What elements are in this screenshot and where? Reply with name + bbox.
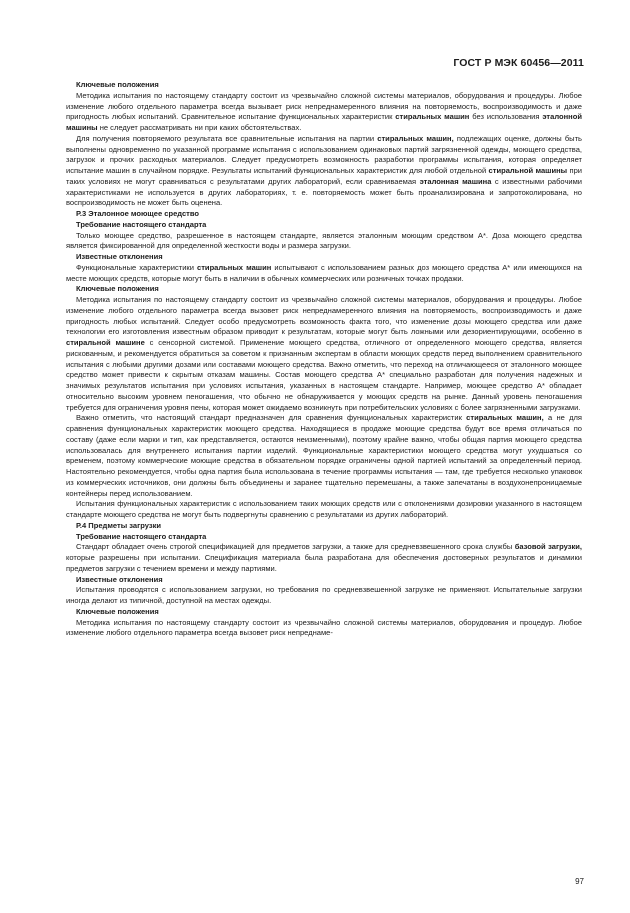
text-run: Испытания функциональных характеристик с использованием таких моющих средств или с отклонениями дозировки указанного в настоящем стандарте моющего средства не могут быть подвергнуты сравнению с результатами из других лабораторий.	[66, 499, 582, 519]
text-run: не следует рассматривать ни при каких обстоятельствах.	[97, 123, 302, 132]
text-run: Методика испытания по настоящему стандарту состоит из чрезвычайно сложной системы материалов, оборудования и процедур. Любое изменение любого отдельного параметра всегда вызовет риск непреднаме-	[66, 617, 582, 638]
bold-term: стиральной машины	[488, 166, 568, 175]
bold-term: эталонная машина	[419, 176, 492, 186]
text-run: испытывают с использованием разных доз моющего средства А* или имеющихся на месте моющих средств, которые могут быть в наличии в обычных коммерческих или розничных точках продажи.	[66, 262, 582, 283]
standard-header: ГОСТ Р МЭК 60456—2011	[453, 57, 584, 69]
section-heading: Ключевые положения	[76, 284, 159, 294]
text-run: Для получения повторяемого результата все сравнительные испытания на партии	[76, 133, 378, 143]
bold-term: стиральной машине	[66, 338, 145, 347]
text-run: без использования	[469, 112, 543, 122]
text-run: подлежащих оценке, должны быть выполнены одновременно по указанной программе испытания с использованием одинаковых партий загрязненной одежды, моющего средства, загрузок и прочих расходных материалов. Следует предусмотреть возможность разработки программы испытания, которая определяет испытание машин в случайном порядке. Результаты испытаний функциональных характеристик для любой отдельной	[66, 133, 582, 175]
bold-term: базовой загрузки,	[514, 542, 582, 552]
paragraph	[66, 585, 582, 607]
text-run: с известными рабочими характеристиками не используется в других лабораториях, т. е. повторяемость может быть проанализирована и запротоколирована, но воспроизводимость не может быть оценена.	[66, 176, 582, 208]
section-heading: Известные отклонения	[76, 574, 163, 584]
section-heading: Известные отклонения	[76, 252, 163, 261]
bold-term: стиральных машин,	[377, 133, 454, 143]
page-number: 97	[575, 877, 584, 886]
bold-term: стиральных машин,	[466, 413, 544, 423]
text-run: при таких условиях не могут сравниваться с результатами других лабораторий, если сравниваемая	[66, 166, 582, 186]
text-run: с сенсорной системой. Применение моющего средства, отличного от определенного моющего средства, является рискованным, и рекомендуется обратиться за советом к признанным экспертам в области моющих средств перед выполнением сравнительного испытания с любыми другими дозами или составами моющего средства. Важно отметить, что переход на отличающееся от эталонного моющее средство может привести к скрытым отказам машины. Состав моющего средства А* специально разработан для получения надежных и значимых результатов испытания при условиях испытания, указанных в настоящем стандарте. Например, моющее средство А* обладает относительно высоким уровнем пеногашения, что обычно не обнаруживается у моющих средств на рынке. Данный уровень пеногашения требуется для ограничения уровня пены, которая может ожидаемо возникнуть при потребительских условиях с более загрязненными загрузками.	[66, 338, 582, 412]
paragraph	[66, 499, 582, 521]
paragraph	[66, 542, 582, 574]
text-run: а не для сравнения функциональных характеристик моющего средства. Находящиеся в продаже моющие средства будут все время отличаться по составу (даже если марки и тип, как представляется, остаются неизменными), поэтому крайне важно, чтобы общая партия моющего средства использовалась для внутреннего испытания партии изделий. Функциональные характеристики моющего средства могут ухудшаться со временем, поэтому коммерческие моющие средства в обязательном порядке ограничены одной партией испытаний за определенный период. Настоятельно рекомендуется, чтобы одна партия была использована в течение программы испытания — там, где требуется несколько упаковок из коммерческих источников, они должны быть объединены и заранее тщательно перемешаны, а также запечатаны в воздухонепроницаемые контейнеры перед использованием.	[66, 413, 582, 498]
text-run: Функциональные характеристики	[76, 262, 198, 272]
document-body	[66, 80, 582, 639]
paragraph	[66, 413, 582, 499]
section-heading: Ключевые положения	[76, 606, 159, 616]
paragraph	[66, 618, 582, 640]
section-heading: Требование настоящего стандарта	[76, 531, 207, 541]
bold-term: стиральных машин	[197, 262, 272, 272]
section-heading: Р.3 Эталонное моющее средство	[76, 209, 200, 218]
section-heading: Требование настоящего стандарта	[76, 219, 207, 229]
text-run: Методика испытания по настоящему стандарту состоит из чрезвычайно сложной системы материалов, оборудования и процедуры. Любое изменение любого отдельного параметра всегда вызывает риск непреднамеренного влияния на повторяемость, воспроизводимость и даже пригодность любых испытаний. Сравнительное испытание функциональных характеристик	[66, 90, 582, 122]
paragraph	[66, 134, 582, 209]
text-run: Стандарт обладает очень строгой спецификацией для предметов загрузки, а также для средневзвешенного срока службы	[76, 542, 515, 552]
section-heading: Р.4 Предметы загрузки	[76, 520, 162, 530]
section-heading: Ключевые положения	[76, 80, 159, 89]
text-run: Только моющее средство, разрешенное в настоящем стандарте, является эталонным моющим средством А*. Доза моющего средства является фиксированной для определенной жесткости воды и размера загрузки.	[66, 230, 582, 251]
text-run: Методика испытания по настоящему стандарту состоит из чрезвычайно сложной системы материалов, оборудования и процедуры. Любое изменение любого отдельного параметра всегда вызовет риск непреднамеренного влияния на повторяемость, воспроизводимость и даже пригодность любых испытаний. Следует особо предусмотреть возможность факта того, что изменение дозы моющего средства или даже технологии его изготовления известным образом приводит к результатам, которые могут быть ложными или дезориентирующими, особенно в	[66, 295, 582, 337]
bold-term: эталонной машины	[66, 112, 582, 132]
paragraph	[66, 295, 582, 413]
paragraph	[66, 91, 582, 134]
paragraph	[66, 263, 582, 285]
bold-term: стиральных машин	[395, 112, 470, 122]
text-run: которые разрешены при испытании. Спецификация материала была разработана для обеспечения достоверных результатов и динамики предметов загрузки с течением времени и между партиями.	[66, 553, 582, 573]
text-run: Важно отметить, что настоящий стандарт предназначен для сравнения функциональных характеристик	[76, 413, 467, 423]
paragraph	[66, 231, 582, 253]
text-run: Испытания проводятся с использованием загрузки, но требования по средневзвешенной загрузке не применяют. Испытательные загрузки иногда делают из типичной, доступной на местах одежды.	[66, 585, 582, 605]
